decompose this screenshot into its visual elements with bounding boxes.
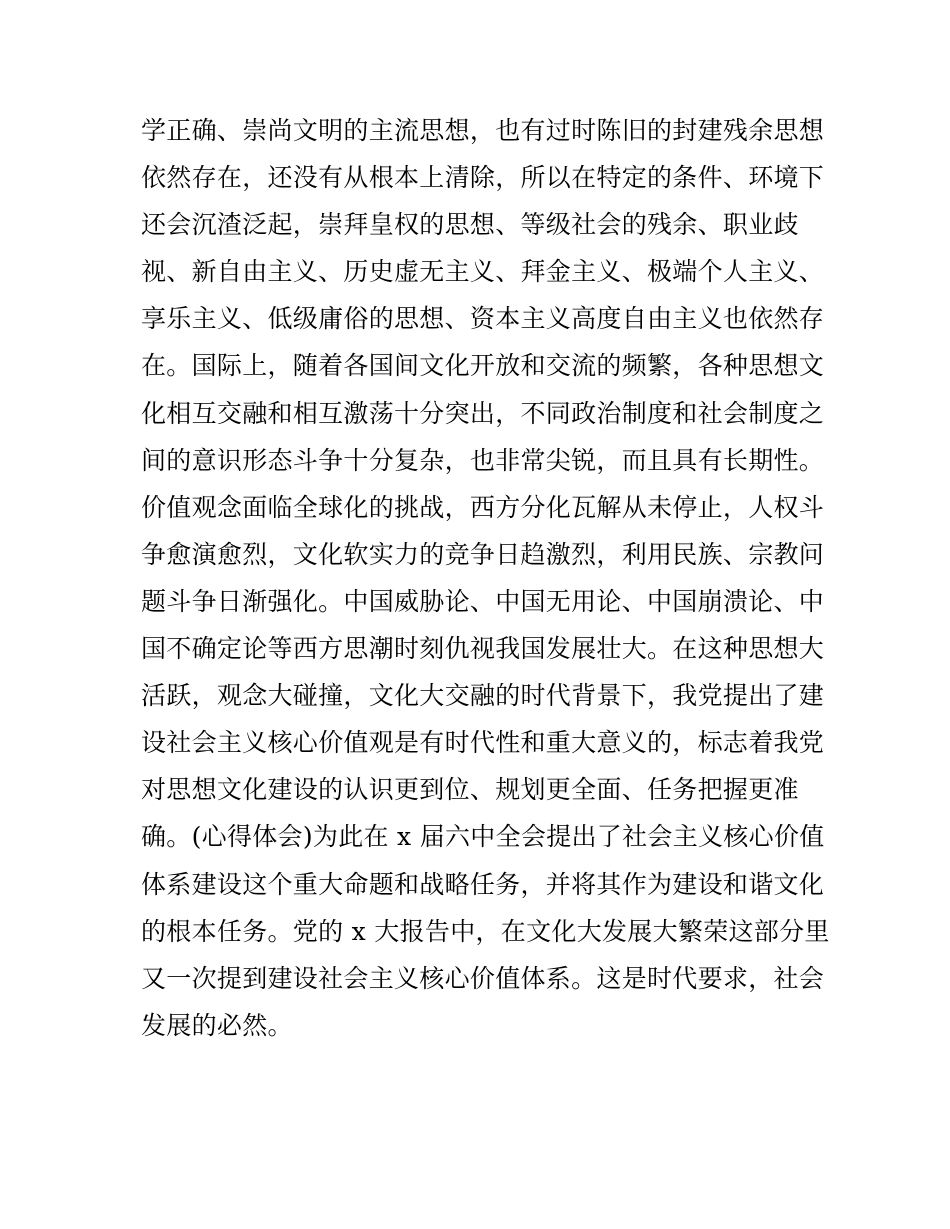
text-line: 对思想文化建设的认识更到位、规划更全面、任务把握更准	[141, 775, 799, 805]
text-line: 题斗争日渐强化。中国威胁论、中国无用论、中国崩溃论、中	[141, 586, 825, 616]
text-line: 还会沉渣泛起，崇拜皇权的思想、等级社会的残余、职业歧	[141, 210, 799, 240]
text-line: 视、新自由主义、历史虚无主义、拜金主义、极端个人主义、	[141, 257, 825, 287]
text-line: 设社会主义核心价值观是有时代性和重大意义的，标志着我党	[141, 728, 825, 758]
text-line: 确。(心得体会)为此在 x 届六中全会提出了社会主义核心价值	[141, 822, 825, 852]
text-line: 争愈演愈烈，文化软实力的竞争日趋激烈，利用民族、宗教问	[141, 539, 825, 569]
text-line: 体系建设这个重大命题和战略任务，并将其作为建设和谐文化	[141, 869, 825, 899]
text-line: 发展的必然。	[141, 1010, 293, 1040]
text-line: 化相互交融和相互激荡十分突出，不同政治制度和社会制度之	[141, 398, 825, 428]
text-line: 享乐主义、低级庸俗的思想、资本主义高度自由主义也依然存	[141, 304, 825, 334]
body-paragraph	[141, 107, 830, 1049]
text-line: 学正确、崇尚文明的主流思想，也有过时陈旧的封建残余思想	[141, 116, 825, 145]
text-line: 活跃，观念大碰撞，文化大交融的时代背景下，我党提出了建	[141, 681, 825, 711]
text-line: 在。国际上，随着各国间文化开放和交流的频繁，各种思想文	[141, 351, 825, 381]
text-line: 又一次提到建设社会主义核心价值体系。这是时代要求，社会	[141, 963, 825, 993]
text-line: 的根本任务。党的 x 大报告中，在文化大发展大繁荣这部分里	[141, 916, 830, 946]
text-line: 国不确定论等西方思潮时刻仇视我国发展壮大。在这种思想大	[141, 634, 825, 664]
text-line: 间的意识形态斗争十分复杂，也非常尖锐，而且具有长期性。	[141, 445, 825, 475]
text-line: 依然存在，还没有从根本上清除，所以在特定的条件、环境下	[141, 163, 825, 193]
text-line: 价值观念面临全球化的挑战，西方分化瓦解从未停止，人权斗	[141, 492, 825, 522]
